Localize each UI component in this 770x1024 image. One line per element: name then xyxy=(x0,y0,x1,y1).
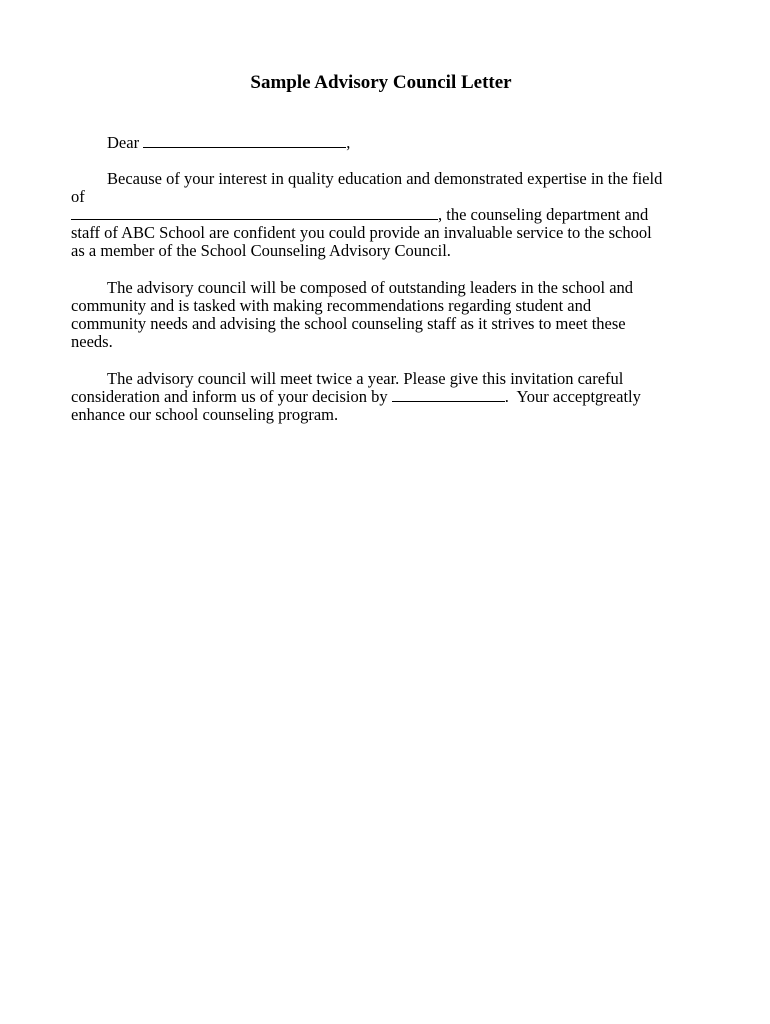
paragraph-3 xyxy=(71,370,711,424)
recipient-name-blank xyxy=(143,135,346,148)
paragraph-3-line-1: The advisory council will meet twice a year. Please give this invitation careful xyxy=(107,369,624,388)
salutation-line xyxy=(71,134,711,152)
paragraph-1-line-2: of xyxy=(71,187,85,206)
paragraph-3-line-2-suffix: . Your acceptgreatly xyxy=(504,387,641,406)
paragraph-2-line-3: community needs and advising the school counseling staff as it strives to meet these xyxy=(71,314,626,333)
paragraph-1-line-1: Because of your interest in quality education and demonstrated expertise in the field xyxy=(107,169,663,188)
paragraph-1 xyxy=(71,170,711,260)
letter-title: Sample Advisory Council Letter xyxy=(250,72,512,93)
paragraph-2-line-1: The advisory council will be composed of outstanding leaders in the school and xyxy=(107,278,634,297)
paragraph-2-line-2: community and is tasked with making recommendations regarding student and xyxy=(71,296,592,315)
paragraph-2 xyxy=(71,279,711,351)
field-of-expertise-blank xyxy=(71,207,438,220)
paragraph-1-line-3 xyxy=(71,206,711,224)
paragraph-3-line-2-prefix: consideration and inform us of your decision by xyxy=(71,387,392,406)
paragraph-3-line-2 xyxy=(71,388,711,406)
salutation xyxy=(71,134,711,152)
paragraph-3-line-3: enhance our school counseling program. xyxy=(71,405,339,424)
paragraph-1-line-3-suffix: , the counseling department and xyxy=(438,205,649,224)
decision-date-blank xyxy=(392,389,505,402)
paragraph-1-line-4: staff of ABC School are confident you could provide an invaluable service to the school xyxy=(71,223,652,242)
salutation-prefix: Dear xyxy=(107,133,144,152)
salutation-suffix: , xyxy=(346,133,351,152)
paragraph-1-line-5: as a member of the School Counseling Advisory Council. xyxy=(71,241,451,260)
paragraph-2-line-4: needs. xyxy=(71,332,113,351)
